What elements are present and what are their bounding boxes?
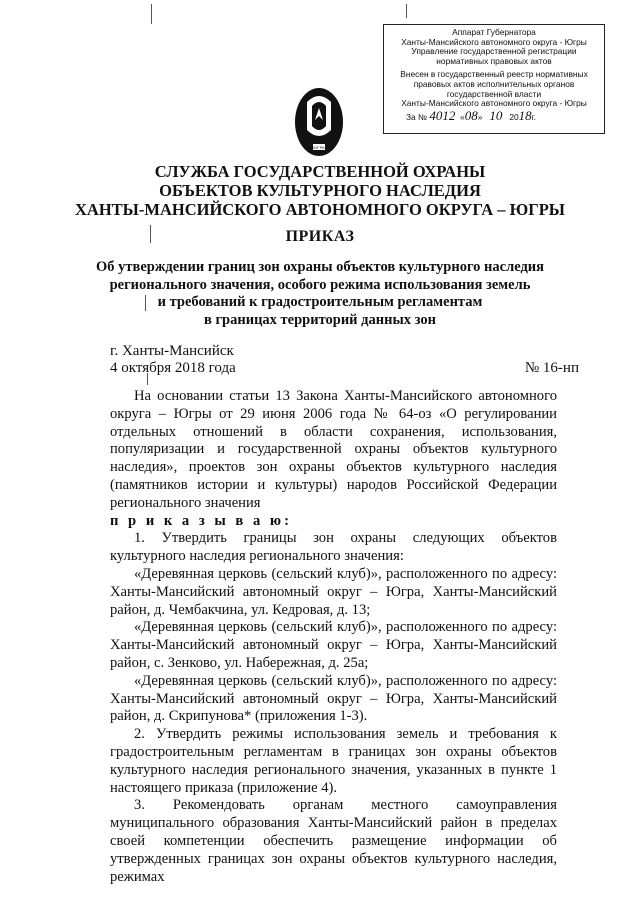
agency-line: ХАНТЫ-МАНСИЙСКОГО АВТОНОМНОГО ОКРУГА – ЮГРЫ [75,200,565,219]
stamp-line: государственной власти [446,88,542,99]
document-number: № 16-нп [524,360,579,376]
subject-line: регионального значения, особого режима использования земель [109,276,531,293]
stamp-line: Управление государственной регистрации [411,46,577,57]
stamp-reg-year: 18 [518,107,532,123]
scan-artifact-line [406,4,407,18]
document-body [110,388,557,886]
stamp-line: Ханты-Мансийского автономного округа - Югры [401,98,587,109]
stamp-line: Аппарат Губернатора [452,27,536,37]
body-paragraph: На основании статьи 13 Закона Ханты-Мансийского автономного округа – Югры от 29 июня 2006 года № 64-оз «О регулировании отдельных отношений в области сохранения, использования, популяризации и государственной охраны объектов культурного наследия», проектов зон охраны объектов культурного наследия (памятников истории и культуры) народов Российской Федерации регионального значения [110,388,557,511]
issue-date: 4 октября 2018 года [110,360,236,376]
stamp-reg-prefix: За № [406,111,428,122]
agency-header [0,162,640,219]
agency-line: СЛУЖБА ГОСУДАРСТВЕННОЙ ОХРАНЫ [154,162,486,181]
document-subject [0,259,640,329]
subject-line: и требований к градостроительным регламентам [157,294,483,310]
body-paragraph: 2. Утвердить режимы использования земель и требования к градостроительным регламентам в границах зон охраны объектов культурного наследия регионального значения, указанных в пункте 1 настоящего приказа (приложение 4). [110,726,557,796]
stamp-reg-number: 4012 [429,107,456,123]
stamp-line: нормативных правовых актов [436,55,552,66]
stamp-reg-month: 10 [489,107,503,123]
stamp-reg-day: 08 [464,107,478,123]
coat-of-arms-emblem-icon [293,84,345,160]
stamp-registration-line: За № 4012 «08» 10 2018г. [406,107,536,123]
subject-line: Об утверждении границ зон охраны объектов культурного наследия [96,259,544,275]
stamp-line: Внесен в государственный реестр нормативных [400,69,588,80]
registration-stamp [383,24,605,134]
body-paragraph: «Деревянная церковь (сельский клуб)», расположенного по адресу: Ханты-Мансийский автономный округ – Югра, Ханты-Мансийский район, д. Чембакчина, ул. Кедровая, д. 13; [110,565,557,618]
document-type-title: ПРИКАЗ [285,228,355,245]
scan-artifact-line [151,4,152,24]
body-paragraph: 1. Утвердить границы зон охраны следующих объектов культурного наследия регионального значения: [110,530,557,565]
order-word: п р и к а з ы в а ю: [110,512,292,529]
emblem-motto: ЮГРА [313,145,325,150]
stamp-reg-year-prefix: 20 [509,111,519,122]
subject-line: в границах территорий данных зон [204,311,436,328]
agency-line: ОБЪЕКТОВ КУЛЬТУРНОГО НАСЛЕДИЯ [159,181,481,200]
body-paragraph: «Деревянная церковь (сельский клуб)», расположенного по адресу: Ханты-Мансийский автономный округ – Югра, Ханты-Мансийский район, д. Скрипунова* (приложения 1-3). [110,672,557,725]
stamp-reg-suffix: г. [531,111,536,122]
body-paragraph: «Деревянная церковь (сельский клуб)», расположенного по адресу: Ханты-Мансийский автономный округ – Югра, Ханты-Мансийский район, с. Зенково, ул. Набережная, д. 25а; [110,619,557,671]
place-of-issue: г. Ханты-Мансийск [110,343,234,359]
stamp-line: правовых актов исполнительных органов [413,78,575,89]
stamp-line: Ханты-Мансийского автономного округа - Югры [401,36,587,47]
body-paragraph: 3. Рекомендовать органам местного самоуправления муниципального образования Ханты-Мансийский район в пределах своей компетенции обеспечить размещение информации об утвержденных границах зон охраны объектов культурного наследия, режимах [110,797,557,885]
